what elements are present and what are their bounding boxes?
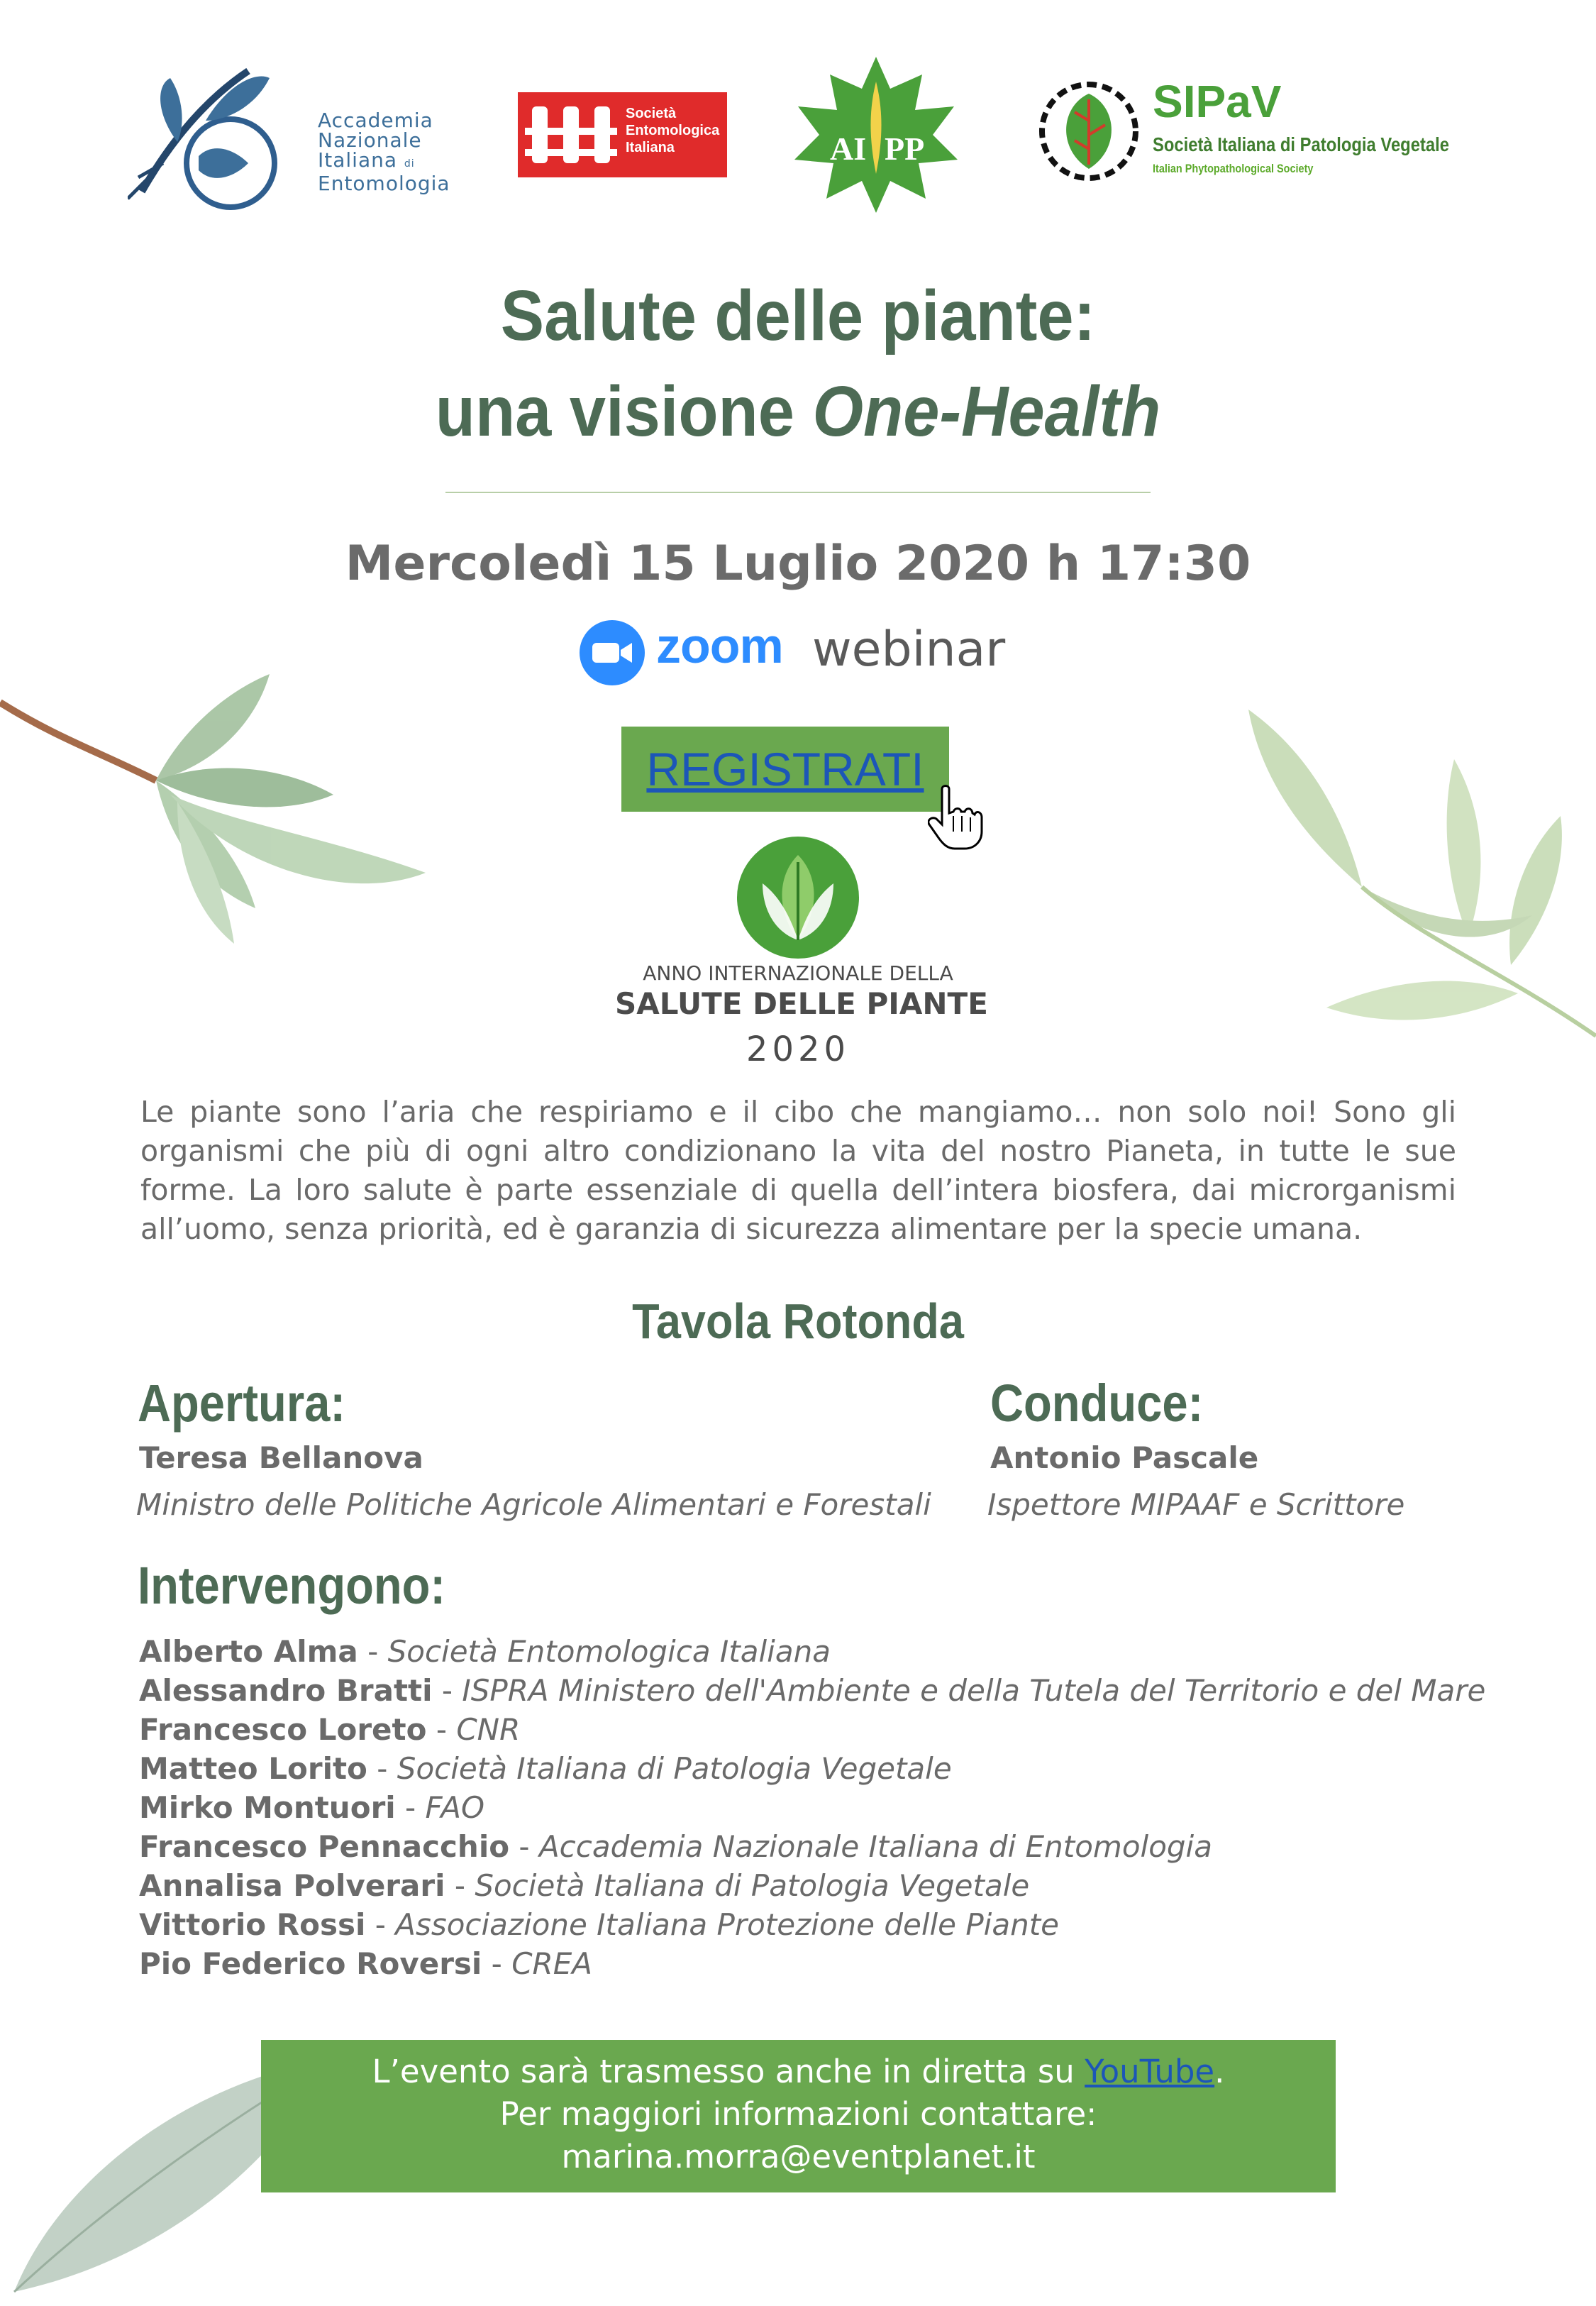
roundtable-heading: Tavola Rotonda <box>632 1293 964 1349</box>
sipav-name: SIPaV <box>1153 76 1282 127</box>
list-item: Pio Federico Roversi - CREA <box>139 1946 592 1981</box>
sipav-subtitle-english: Italian Phytopathological Society <box>1153 162 1314 175</box>
register-link[interactable]: REGISTRATI <box>646 743 924 795</box>
iyph-2020-logo <box>615 834 988 1075</box>
list-item: Vittorio Rossi - Associazione Italiana Protezione delle Piante <box>139 1907 1060 1942</box>
zoom-camera-icon <box>578 619 646 687</box>
iyph-line2: SALUTE DELLE PIANTE <box>615 986 988 1021</box>
list-item: Matteo Lorito - Società Italiana di Patologia Vegetale <box>139 1751 952 1786</box>
footer-stream-line: L’evento sarà trasmesso anche in diretta su YouTube. <box>372 2053 1225 2090</box>
zoom-brand: zoom <box>656 618 783 673</box>
host-name: Antonio Pascale <box>990 1440 1259 1475</box>
page-title-line2: una visione One-Health <box>435 372 1161 451</box>
title-divider <box>445 492 1151 493</box>
leaf-circle-icon <box>1036 78 1142 184</box>
list-item: Francesco Pennacchio - Accademia Nazionale Italiana di Entomologia <box>139 1829 1212 1864</box>
svg-text:PP: PP <box>885 131 925 167</box>
opening-speaker-name: Teresa Bellanova <box>139 1440 423 1475</box>
host-role: Ispettore MIPAAF e Scrittore <box>987 1487 1405 1522</box>
ania-name: Accademia Nazionale Italiana di Entomologia <box>318 109 450 195</box>
sipav-subtitle: Società Italiana di Patologia Vegetale <box>1153 133 1449 155</box>
speakers-list <box>139 1632 1487 1983</box>
aipp-logo <box>791 53 961 216</box>
host-heading: Conduce: <box>990 1374 1204 1433</box>
footer-contact-line: Per maggiori informazioni contattare: <box>499 2095 1097 2133</box>
speakers-heading: Intervengono: <box>138 1556 446 1615</box>
list-item: Mirko Montuori - FAO <box>139 1790 485 1825</box>
sipav-logo <box>1036 78 1461 192</box>
youtube-link[interactable]: YouTube <box>1085 2053 1215 2090</box>
sei-name: Società Entomologica Italiana <box>626 106 720 155</box>
ania-logo <box>128 57 454 213</box>
leaf-branch-right-decoration <box>1234 702 1596 1050</box>
webinar-label: webinar <box>812 622 1006 678</box>
list-item: Alberto Alma - Società Entomologica Italiana <box>139 1634 831 1669</box>
page-title-line1: Salute delle piante: <box>500 276 1096 355</box>
leaf-branch-left-decoration <box>0 660 440 958</box>
plant-globe-icon <box>734 834 862 961</box>
list-item: Francesco Loreto - CNR <box>139 1712 521 1747</box>
mosquito-globe-icon <box>128 57 305 213</box>
opening-speaker-role: Ministro delle Politiche Agricole Alimentari e Forestali <box>136 1487 931 1522</box>
list-item: Annalisa Polverari - Società Italiana di Patologia Vegetale <box>139 1868 1030 1903</box>
event-datetime: Mercoledì 15 Luglio 2020 h 17:30 <box>345 536 1251 592</box>
opening-heading: Apertura: <box>138 1374 346 1433</box>
insect-pattern-icon <box>522 92 621 177</box>
svg-text:AI: AI <box>830 131 867 167</box>
footer-info-box <box>261 2040 1336 2192</box>
sei-logo <box>518 92 727 177</box>
register-button[interactable] <box>621 727 949 812</box>
zoom-webinar-badge <box>578 617 1075 688</box>
intro-paragraph: Le piante sono l’aria che respiriamo e il cibo che mangiamo… non solo noi! Sono gli organismi che più di ogni altro condizionano la vita del nostro Pianeta, in tutte le sue forme. La loro salute è parte essenziale di quella dell’intera biosfera, dai microrganismi all’uomo, senza priorità, ed è garanzia di sicurezza alimentare per la specie umana. <box>140 1095 1456 1246</box>
list-item: Alessandro Bratti - ISPRA Ministero dell'Ambiente e della Tutela del Territorio e del Mare <box>139 1673 1486 1708</box>
contact-email[interactable]: marina.morra@eventplanet.it <box>561 2138 1036 2175</box>
iyph-line1: ANNO INTERNAZIONALE DELLA <box>643 961 953 985</box>
iyph-year: 2020 <box>746 1030 850 1069</box>
